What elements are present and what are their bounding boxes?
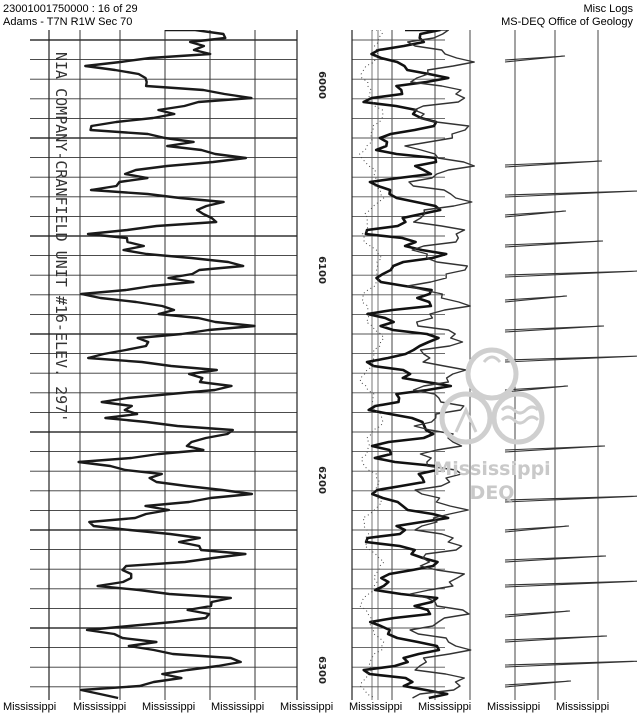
watermark-line2: DEQ	[469, 482, 515, 504]
footer-label: Mississippi	[349, 701, 403, 713]
depth-label: 6300	[316, 656, 327, 684]
footer-label: Mississippi	[487, 701, 541, 713]
footer-bar	[0, 701, 637, 715]
well-location: Adams - T7N R1W Sec 70	[3, 16, 133, 28]
footer-label: Mississippi	[3, 701, 57, 713]
footer-label: Mississippi	[211, 701, 265, 713]
agency-name: MS-DEQ Office of Geology	[501, 16, 633, 28]
depth-label: 6000	[316, 71, 327, 99]
mississippi-deq-watermark	[432, 340, 552, 510]
deq-logo-icon	[432, 340, 552, 460]
document-category: Misc Logs	[583, 3, 633, 15]
depth-label: 6100	[316, 256, 327, 284]
watermark-line1: Mississippi	[433, 458, 551, 480]
footer-label: Mississippi	[142, 701, 196, 713]
document-id: 23001001750000 : 16 of 29	[3, 3, 138, 15]
footer-label: Mississippi	[418, 701, 472, 713]
well-log-scan	[0, 30, 637, 700]
depth-label: 6200	[316, 466, 327, 494]
footer-label: Mississippi	[73, 701, 127, 713]
footer-label: Mississippi	[280, 701, 334, 713]
log-header-text: NIA COMPANY-CRANFIELD UNIT #16-ELEV. 297'	[52, 52, 70, 423]
footer-label: Mississippi	[556, 701, 610, 713]
